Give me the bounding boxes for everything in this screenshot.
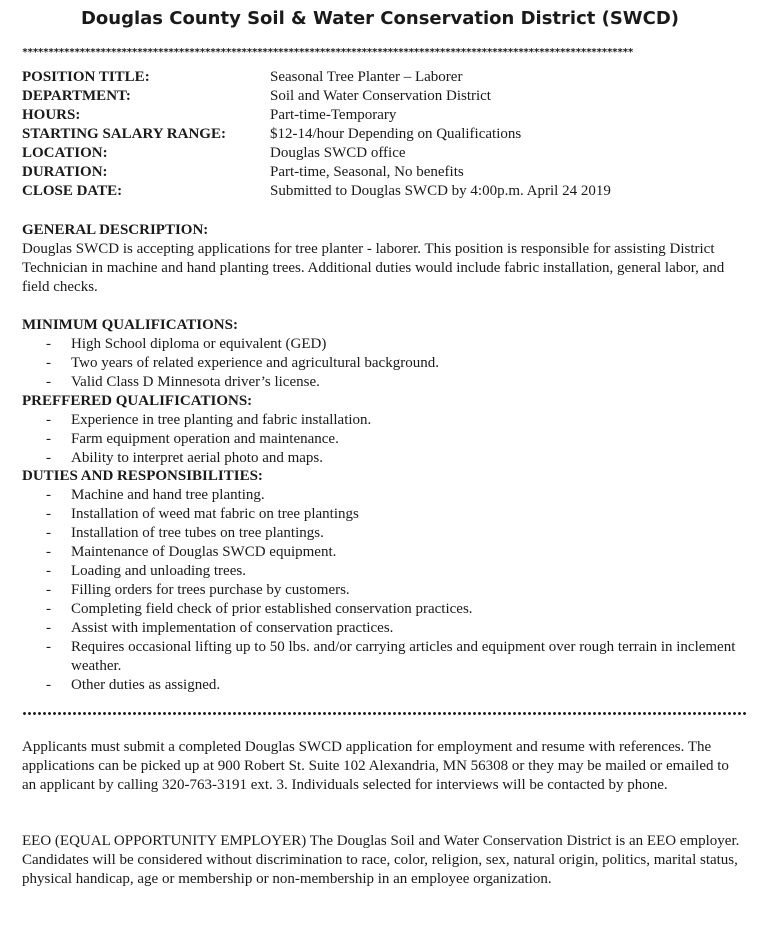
list-item-text: Assist with implementation of conservation practices.: [71, 620, 394, 636]
document-title: Douglas County Soil & Water Conservation District (SWCD): [80, 8, 680, 29]
dash-bullet: -: [46, 582, 51, 598]
preferred-qualifications-section: [22, 392, 744, 468]
info-label: DURATION:: [22, 164, 108, 180]
list-item: [22, 600, 744, 619]
list-item-text: Experience in tree planting and fabric installation.: [71, 412, 372, 428]
dash-bullet: -: [46, 601, 51, 617]
application-instructions: [22, 738, 744, 795]
list-item: [22, 335, 744, 354]
duties-section: [22, 467, 744, 695]
list-item-text: Machine and hand tree planting.: [71, 487, 265, 503]
list-item-text: Valid Class D Minnesota driver’s license.: [71, 374, 320, 390]
preferred-qualifications-heading: PREFFERED QUALIFICATIONS:: [22, 393, 253, 409]
dash-bullet: -: [46, 336, 51, 352]
general-description-section: [22, 221, 744, 297]
list-item-text: Loading and unloading trees.: [71, 563, 246, 579]
list-item-text: Requires occasional lifting up to 50 lbs. and/or carrying articles and equipment over rough terrain in inclement weather.: [71, 639, 736, 674]
dash-bullet: -: [46, 412, 51, 428]
dotted-divider: [22, 708, 746, 720]
duties-list: [22, 486, 744, 695]
info-row-position-title: [22, 68, 742, 87]
application-instructions-text: Applicants must submit a completed Douglas SWCD application for employment and resume with references. The applications can be picked up at 900 Robert St. Suite 102 Alexandria, MN 56308 or they may be mailed or emailed to an applicant by calling 320-763-3191 ext. 3. Individuals selected for interviews will be contacted by phone.: [22, 739, 729, 793]
list-item: [22, 411, 744, 430]
info-label: STARTING SALARY RANGE:: [22, 126, 226, 142]
star-divider: *********************************************************************************************************************: [22, 47, 633, 58]
dash-bullet: -: [46, 487, 51, 503]
list-item-text: Other duties as assigned.: [71, 677, 221, 693]
dash-bullet: -: [46, 506, 51, 522]
list-item: [22, 354, 744, 373]
list-item: [22, 373, 744, 392]
list-item: [22, 543, 744, 562]
dash-bullet: -: [46, 374, 51, 390]
list-item: [22, 638, 744, 676]
list-item-text: High School diploma or equivalent (GED): [71, 336, 327, 352]
info-label: POSITION TITLE:: [22, 69, 150, 85]
list-item-text: Completing field check of prior established conservation practices.: [71, 601, 473, 617]
eeo-statement: [22, 832, 744, 889]
info-label: HOURS:: [22, 107, 81, 123]
dash-bullet: -: [46, 677, 51, 693]
info-value: Part-time-Temporary: [270, 107, 397, 123]
info-row-salary: [22, 125, 742, 144]
list-item: [22, 486, 744, 505]
dash-bullet: -: [46, 355, 51, 371]
info-value: Submitted to Douglas SWCD by 4:00p.m. April 24 2019: [270, 183, 611, 199]
dash-bullet: -: [46, 544, 51, 560]
minimum-qualifications-list: [22, 335, 744, 392]
minimum-qualifications-section: [22, 316, 744, 392]
info-value: Douglas SWCD office: [270, 145, 406, 161]
list-item: [22, 505, 744, 524]
info-label: CLOSE DATE:: [22, 183, 123, 199]
list-item: [22, 430, 744, 449]
list-item-text: Two years of related experience and agricultural background.: [71, 355, 439, 371]
minimum-qualifications-heading: MINIMUM QUALIFICATIONS:: [22, 317, 238, 333]
info-label: LOCATION:: [22, 145, 108, 161]
dash-bullet: -: [46, 431, 51, 447]
dash-bullet: -: [46, 525, 51, 541]
dash-bullet: -: [46, 639, 51, 655]
general-description-heading: GENERAL DESCRIPTION:: [22, 222, 209, 238]
list-item: [22, 676, 744, 695]
list-item-text: Installation of tree tubes on tree plantings.: [71, 525, 324, 541]
list-item-text: Filling orders for trees purchase by customers.: [71, 582, 350, 598]
info-row-close-date: [22, 182, 742, 201]
info-value: Part-time, Seasonal, No benefits: [270, 164, 464, 180]
info-label: DEPARTMENT:: [22, 88, 131, 104]
eeo-statement-text: EEO (EQUAL OPPORTUNITY EMPLOYER) The Douglas Soil and Water Conservation District is an EEO employer. Candidates will be considered without discrimination to race, color, religion, sex, natural origin, politics, marital status, physical handicap, age or membership or non-membership in an employee organization.: [22, 833, 740, 887]
info-row-department: [22, 87, 742, 106]
list-item-text: Farm equipment operation and maintenance.: [71, 431, 339, 447]
info-value: Soil and Water Conservation District: [270, 88, 491, 104]
list-item: [22, 619, 744, 638]
list-item-text: Ability to interpret aerial photo and maps.: [71, 450, 324, 466]
list-item-text: Installation of weed mat fabric on tree plantings: [71, 506, 359, 522]
info-row-location: [22, 144, 742, 163]
info-value: Seasonal Tree Planter – Laborer: [270, 69, 463, 85]
info-row-hours: [22, 106, 742, 125]
dash-bullet: -: [46, 563, 51, 579]
dash-bullet: -: [46, 450, 51, 466]
info-row-duration: [22, 163, 742, 182]
list-item-text: Maintenance of Douglas SWCD equipment.: [71, 544, 337, 560]
info-value: $12-14/hour Depending on Qualifications: [270, 126, 522, 142]
dash-bullet: -: [46, 620, 51, 636]
list-item: [22, 449, 744, 468]
duties-heading: DUTIES AND RESPONSIBILITIES:: [22, 468, 263, 484]
preferred-qualifications-list: [22, 411, 744, 468]
list-item: [22, 524, 744, 543]
general-description-text: Douglas SWCD is accepting applications for tree planter - laborer. This position is responsible for assisting District Technician in machine and hand planting trees. Additional duties would include fabric installation, general labor, and field checks.: [22, 241, 725, 295]
position-info-table: [22, 68, 742, 201]
list-item: [22, 581, 744, 600]
list-item: [22, 562, 744, 581]
